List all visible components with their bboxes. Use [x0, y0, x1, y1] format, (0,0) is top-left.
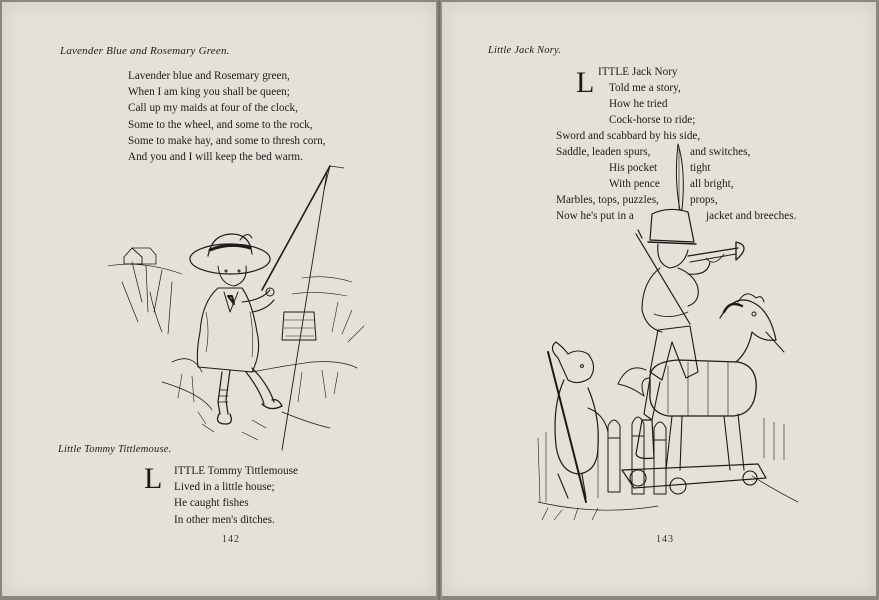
poem-line: Cock-horse to ride; [609, 114, 696, 126]
poem-line: In other men's ditches. [174, 513, 275, 526]
poem-line: and switches, [690, 146, 751, 158]
poem-line: And you and I will keep the bed warm. [128, 151, 303, 164]
poem-tittlemouse [174, 463, 298, 528]
poem-line: all bright, [690, 178, 734, 190]
poem-line: jacket and breeches. [706, 210, 797, 222]
drop-cap: L [144, 462, 163, 495]
poem-line: Marbles, tops, puzzles, [556, 194, 659, 206]
poem-line: He caught fishes [174, 497, 249, 510]
poem-line: ITTLE Jack Nory [598, 66, 678, 78]
page-number: 143 [656, 534, 674, 545]
poem-line: With pence [609, 178, 660, 190]
page-number: 142 [222, 534, 240, 545]
child-fishing-illustration [102, 162, 372, 462]
poem-line: props, [690, 194, 718, 206]
poem-line: Told me a story, [609, 82, 681, 94]
poem-line: When I am king you shall be queen; [128, 86, 290, 99]
drop-cap: L [576, 66, 595, 99]
poem-title-lavender: Lavender Blue and Rosemary Green. [60, 45, 230, 57]
poem-line: Lived in a little house; [174, 481, 275, 494]
poem-line: His pocket [609, 162, 658, 174]
poem-line: Now he's put in a [556, 210, 634, 222]
poem-title-tittlemouse: Little Tommy Tittlemouse. [58, 444, 172, 455]
poem-line: Sword and scabbard by his side, [556, 130, 701, 142]
poem-line: ITTLE Tommy Tittlemouse [174, 465, 298, 477]
right-page [442, 2, 876, 596]
poem-title-jack-nory: Little Jack Nory. [488, 45, 562, 56]
poem-line: Some to make hay, and some to thresh corn, [128, 134, 326, 147]
poem-line: tight [690, 162, 711, 174]
poem-line: Call up my maids at four of the clock, [128, 102, 298, 115]
poem-line: Saddle, leaden spurs, [556, 146, 651, 158]
left-page [2, 2, 436, 596]
boy-hobby-horse-illustration [538, 202, 808, 522]
poem-line: Some to the wheel, and some to the rock, [128, 118, 313, 131]
poem-lavender [128, 68, 326, 165]
poem-line: How he tried [609, 98, 668, 110]
poem-line: Lavender blue and Rosemary green, [128, 70, 290, 82]
